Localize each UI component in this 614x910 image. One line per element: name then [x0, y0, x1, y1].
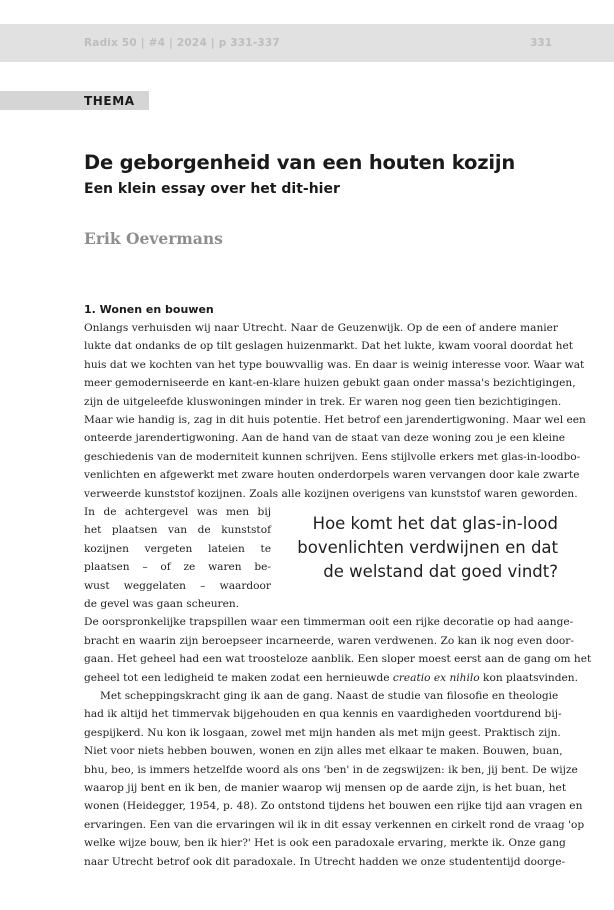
- body-line: bhu, beo, is immers hetzelfde woord als ons 'ben' in de zegswijzen: ik ben, jij bent. De wijze: [84, 763, 578, 776]
- body-text: geheel tot een ledigheid te maken zodat een hernieuwde: [84, 671, 393, 684]
- pull-quote: [264, 512, 558, 584]
- body-line: plaatsen – of ze waren be-: [84, 561, 271, 574]
- body-line: Onlangs verhuisden wij naar Utrecht. Naar de Geuzenwijk. Op de een of andere manier: [84, 322, 558, 334]
- body-line: geschiedenis van de moderniteit kunnen schrijven. Eens stijlvolle erkers met glas-in-loodbo-: [84, 450, 581, 463]
- pull-quote-line: de welstand dat goed vindt?: [323, 562, 558, 581]
- body-line: lukte dat ondanks de op tilt geslagen huizenmarkt. Dat het lukte, kwam vooral doordat het: [84, 340, 573, 353]
- pull-quote-line: Hoe komt het dat glas-in-lood: [312, 514, 558, 533]
- body-line: gaan. Het geheel had een wat troosteloze aanblik. Een sloper moest eerst aan de gang om het: [84, 653, 592, 666]
- body-line: [84, 669, 578, 687]
- body-line: de gevel was gaan scheuren.: [84, 598, 240, 610]
- article-subtitle: Een klein essay over het dit-hier: [84, 181, 340, 197]
- body-line: venlichten en afgewerkt met zware houten onderdorpels waren vervangen door kale zwarte: [84, 469, 580, 482]
- body-line: zijn de uitgeleefde kluswoningen minder in trek. Er waren nog geen tien bezichtigingen.: [84, 395, 562, 408]
- pull-quote-line: bovenlichten verdwijnen en dat: [297, 538, 558, 557]
- body-line: ervaringen. Een van die ervaringen wil ik in dit essay verkennen en cirkelt rond de vraag 'op: [84, 818, 585, 831]
- journal-citation: Radix 50 | #4 | 2024 | p 331-337: [84, 37, 280, 49]
- body-line: wust weggelaten – waardoor: [84, 579, 271, 592]
- section-heading: 1. Wonen en bouwen: [84, 303, 214, 316]
- body-line: had ik altijd het timmervak bijgehouden en qua kennis en vaardigheden voortdurend bij-: [84, 708, 562, 721]
- body-line: gespijkerd. Nu kon ik losgaan, zowel met mijn handen als met mijn geest. Praktisch zijn.: [84, 726, 561, 739]
- body-line: wonen (Heidegger, 1954, p. 48). Zo ontstond tijdens het bouwen een rijke tijd aan vragen en: [84, 800, 583, 813]
- article-title: De geborgenheid van een houten kozijn: [84, 151, 516, 174]
- body-line: meer gemoderniseerde en kant-en-klare huizen gebukt gaan onder massa's bezichtigingen,: [84, 377, 576, 390]
- body-line: In de achtergevel was men bij: [84, 506, 271, 518]
- body-line: waarop jij bent en ik ben, de manier waarop wij mensen op de aarde zijn, is het buan, het: [84, 782, 567, 794]
- body-line: De oorspronkelijke trapspillen waar een timmerman ooit een rijke decoratie op had aange-: [84, 616, 574, 629]
- author-name: Erik Oevermans: [84, 229, 223, 248]
- body-line: het plaatsen van de kunststof: [84, 524, 271, 537]
- category-label: THEMA: [84, 94, 135, 108]
- body-line: kozijnen vergeten lateien te: [84, 542, 271, 555]
- italic-term: creatio ex nihilo: [392, 671, 480, 684]
- body-line: bracht en waarin zijn beroepseer incarneerde, waren verdwenen. Zo kan ik nog even door-: [84, 634, 574, 647]
- body-line: Niet voor niets hebben bouwen, wonen en zijn alles met elkaar te maken. Bouwen, buan,: [84, 745, 563, 758]
- body-line: onteerde jarendertigwoning. Aan de hand van de staat van deze woning zou je een kleine: [84, 432, 566, 445]
- page-number: 331: [530, 37, 552, 49]
- body-text: kon plaatsvinden.: [479, 671, 578, 684]
- body-line: welke wijze bouw, ben ik hier?' Het is ook een paradoxale ervaring, merkte ik. Onze gang: [84, 837, 566, 850]
- body-line: Met scheppingskracht ging ik aan de gang. Naast de studie van filosofie en theologie: [100, 690, 559, 702]
- body-line: huis dat we kochten van het type bouwvallig was. En daar is weinig interesse voor. Waar wat: [84, 358, 585, 371]
- body-line: Maar wie handig is, zag in dit huis potentie. Het betrof een jarendertigwoning. Maar wel een: [84, 414, 586, 426]
- body-line: verweerde kunststof kozijnen. Zoals alle kozijnen overigens van kunststof waren geworden.: [84, 487, 578, 500]
- body-line: naar Utrecht betrof ook dit paradoxale. In Utrecht hadden we onze studententijd doorge-: [84, 855, 566, 868]
